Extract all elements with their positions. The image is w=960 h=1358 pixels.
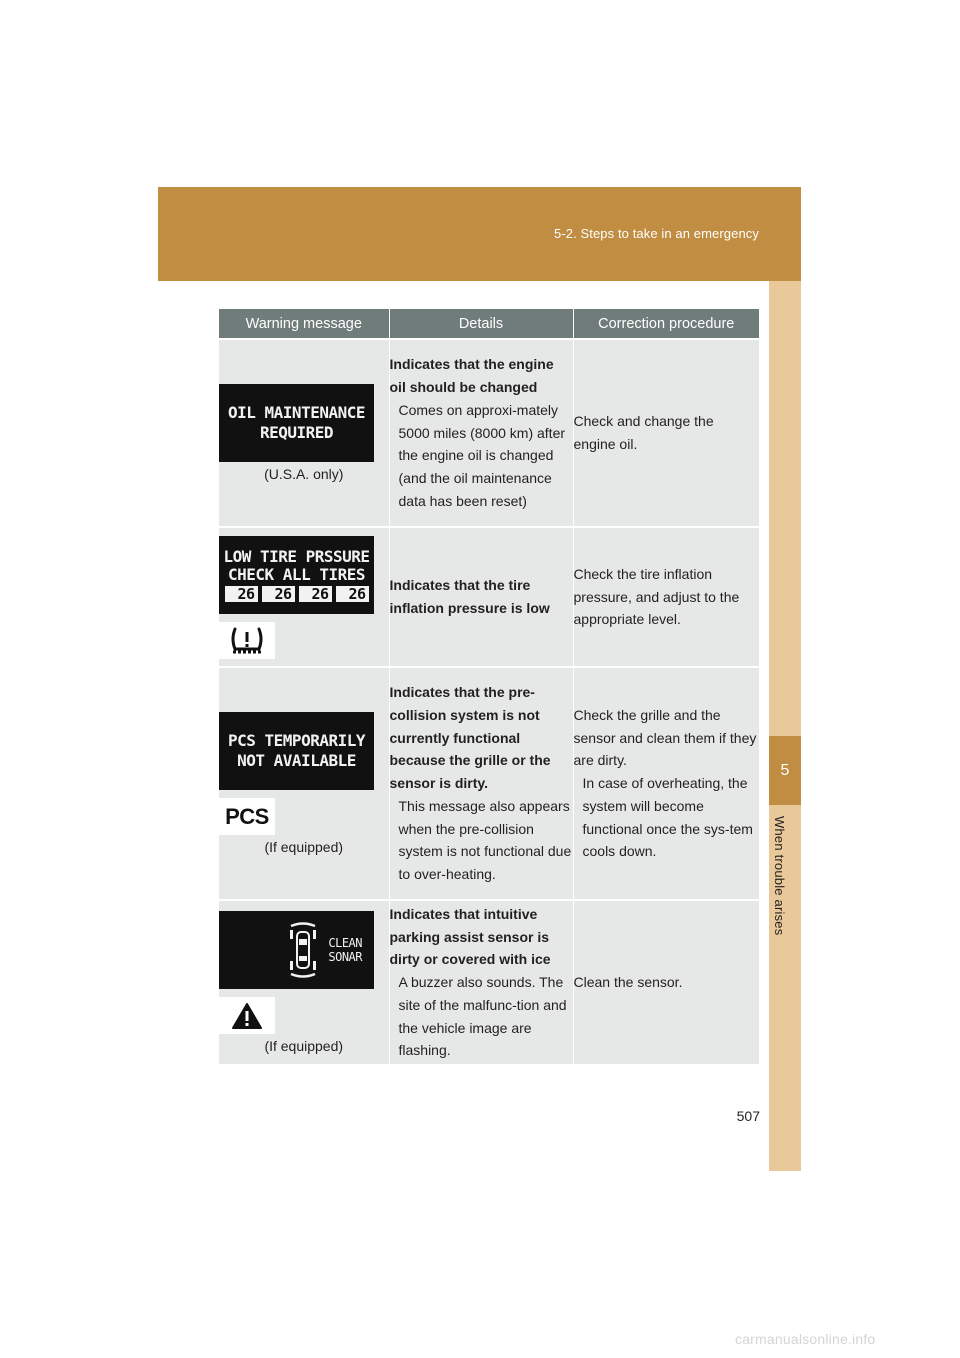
warning-message-cell [219,527,389,667]
equipment-note: (If equipped) [264,839,344,855]
details-cell [389,339,573,527]
correction-cell [573,527,759,667]
column-header-correction-procedure: Correction procedure [573,309,759,339]
pcs-display [219,712,374,790]
sonar-message [328,936,362,964]
warning-message-cell [219,667,389,900]
display-line: SONAR [328,950,362,964]
display-line: NOT AVAILABLE [237,751,356,770]
display-line: CLEAN [328,936,362,950]
correction-text: Check the grille and the sensor and clean them if they are dirty. [573,706,757,769]
chapter-label: When trouble arises [772,816,787,936]
table-row [219,900,759,1064]
page-number: 507 [736,1108,760,1124]
display-line: REQUIRED [259,423,334,442]
table-row [219,339,759,527]
correction-text: Check and change the engine oil. [573,413,714,452]
correction-text: Clean the sensor. [573,974,683,991]
table-header-row [219,309,759,339]
tire-pressure-value: 26 [299,586,332,602]
details-cell [389,667,573,900]
section-title: 5-2. Steps to take in an emergency [553,226,759,241]
master-warning-icon [219,997,275,1034]
tire-pressure-values [225,586,369,602]
details-heading: Indicates that the tire inflation pressure is low [389,577,550,616]
correction-cell [573,667,759,900]
region-note: (U.S.A. only) [264,466,344,482]
pcs-indicator-text: PCS [225,803,269,829]
details-cell [389,900,573,1064]
details-heading: Indicates that the pre-collision system is not currently functional because the grille or the sensor is dirty. [389,683,551,792]
table-row [219,527,759,667]
correction-cell [573,339,759,527]
table-row [219,667,759,900]
clean-sonar-display [219,911,374,989]
details-text: This message also appears when the pre-collision system is not functional due to over-heating. [398,797,572,883]
details-text: A buzzer also sounds. The site of the malfunc-tion and the vehicle image are flashing. [398,974,567,1059]
low-tire-pressure-display [219,536,374,614]
warning-message-table [219,309,759,1064]
display-line: PCS TEMPORARILY [228,731,365,750]
details-heading: Indicates that the engine oil should be changed [389,356,554,395]
tire-pressure-value: 26 [225,586,258,602]
display-line: OIL MAINTENANCE [228,403,365,422]
column-header-details: Details [389,309,573,339]
details-heading: Indicates that intuitive parking assist sensor is dirty or covered with ice [389,905,551,968]
oil-maintenance-display [219,384,374,462]
chapter-number-box [769,736,801,805]
warning-message-cell [219,900,389,1064]
tire-pressure-value: 26 [262,586,295,602]
equipment-note: (If equipped) [264,1038,344,1054]
correction-cell [573,900,759,1064]
parking-sensor-car-icon [288,922,318,978]
correction-subtext: In case of overheating, the system will become functional once the sys-tem cools down. [582,775,753,860]
tire-pressure-value: 26 [336,586,369,602]
pcs-indicator-icon [219,798,275,835]
column-header-warning-message: Warning message [219,309,389,339]
chapter-side-tab [769,281,801,1171]
chapter-number: 5 [780,761,790,779]
tire-pressure-warning-icon [219,622,275,659]
correction-text: Check the tire inflation pressure, and adjust to the appropriate level. [573,565,740,628]
warning-message-cell [219,339,389,527]
watermark: carmanualsonline.info [735,1331,876,1347]
details-cell [389,527,573,667]
details-text: Comes on approxi-mately 5000 miles (8000 km) after the engine oil is changed (and the oil maintenance data has been reset) [398,401,566,509]
display-line: LOW TIRE PRSSURE [223,546,370,566]
section-header-bar [158,187,801,281]
display-line: CHECK ALL TIRES [228,564,365,584]
